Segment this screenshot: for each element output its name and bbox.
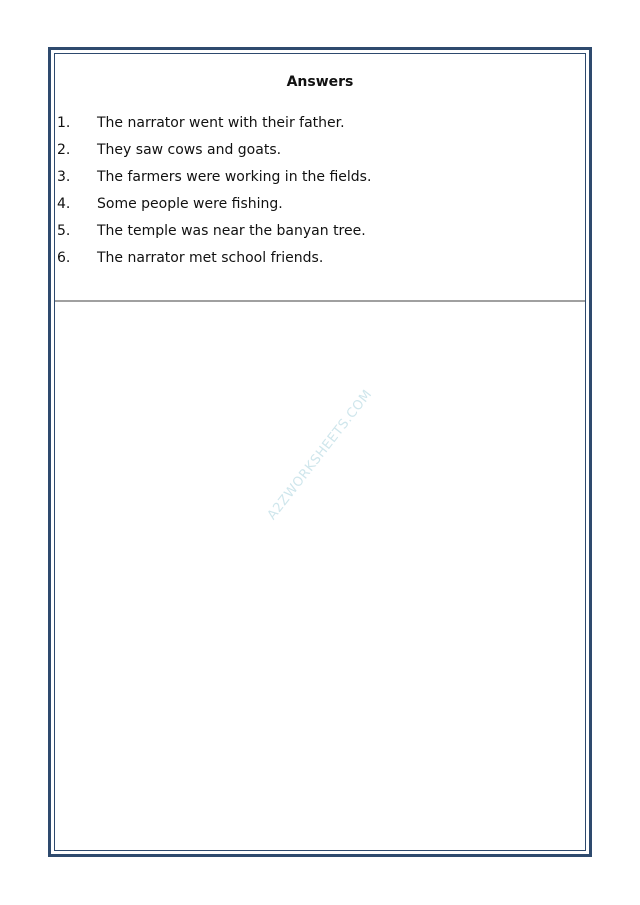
- answer-item-4: [57, 195, 371, 222]
- answer-item-3: [57, 168, 371, 195]
- answer-text: The farmers were working in the fields.: [97, 169, 372, 185]
- answer-list: [57, 114, 371, 276]
- answer-text: The narrator met school friends.: [97, 250, 324, 266]
- answer-text: They saw cows and goats.: [97, 142, 282, 158]
- answer-number: 5.: [57, 223, 71, 239]
- section-divider: [55, 300, 585, 302]
- answer-text: The temple was near the banyan tree.: [97, 223, 366, 239]
- answer-item-2: [57, 141, 371, 168]
- answer-number: 3.: [57, 169, 71, 185]
- answer-number: 4.: [57, 196, 71, 212]
- answer-text: The narrator went with their father.: [97, 115, 345, 131]
- answer-number: 2.: [57, 142, 71, 158]
- answer-item-6: [57, 249, 371, 276]
- answer-number: 1.: [57, 115, 71, 131]
- answer-text: Some people were fishing.: [97, 196, 283, 212]
- page-title: Answers: [286, 74, 354, 90]
- watermark-text: A2ZWORKSHEETS.COM: [264, 387, 376, 523]
- answer-number: 6.: [57, 250, 71, 266]
- answer-item-1: [57, 114, 371, 141]
- answer-item-5: [57, 222, 371, 249]
